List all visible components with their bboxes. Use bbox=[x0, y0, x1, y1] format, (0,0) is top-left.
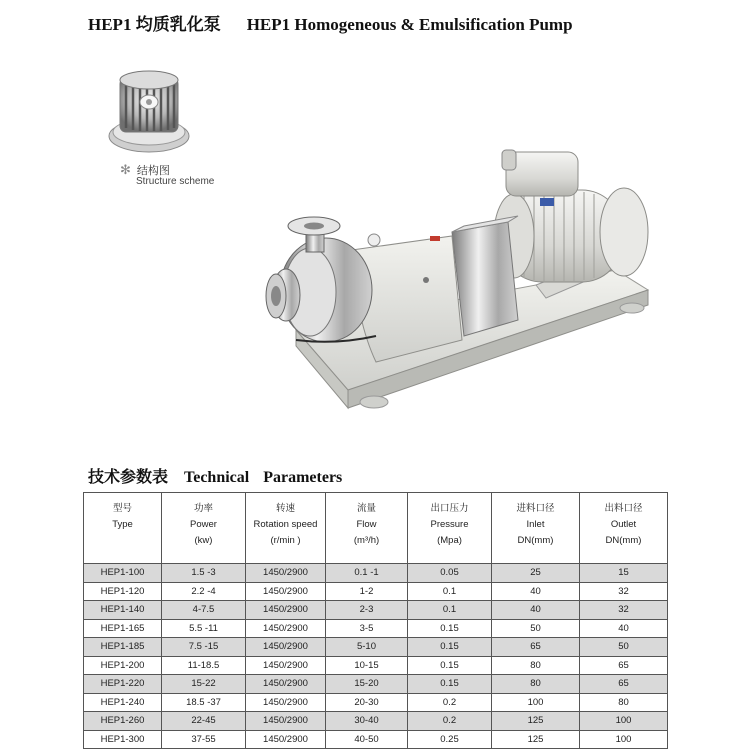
table-cell: 0.25 bbox=[408, 730, 492, 749]
header-en: Type bbox=[112, 519, 133, 530]
header-unit: (kw) bbox=[194, 535, 213, 546]
table-cell: 0.2 bbox=[408, 712, 492, 731]
table-cell: 0.2 bbox=[408, 693, 492, 712]
table-cell: 5.5 -11 bbox=[162, 619, 246, 638]
table-cell: 2-3 bbox=[326, 601, 408, 620]
structure-label-zh: ✻ 结构图 bbox=[120, 162, 170, 177]
header-en: Rotation speed bbox=[253, 519, 318, 530]
header-en: Flow bbox=[356, 519, 377, 530]
table-row bbox=[84, 564, 668, 583]
table-cell: 1.5 -3 bbox=[162, 564, 246, 583]
params-title-zh: 技术参数表 bbox=[88, 469, 169, 486]
table-cell: 5-10 bbox=[326, 638, 408, 657]
header-zh: 流量 bbox=[356, 503, 376, 514]
page-title bbox=[88, 10, 573, 35]
table-cell: HEP1-240 bbox=[84, 693, 162, 712]
table-cell: 0.15 bbox=[408, 675, 492, 694]
params-table bbox=[83, 492, 668, 749]
table-cell: 30-40 bbox=[326, 712, 408, 731]
table-cell: HEP1-120 bbox=[84, 582, 162, 601]
table-cell: 125 bbox=[492, 730, 580, 749]
table-header bbox=[84, 493, 668, 564]
table-cell: HEP1-100 bbox=[84, 564, 162, 583]
table-cell: 1450/2900 bbox=[246, 693, 326, 712]
table-cell: 37-55 bbox=[162, 730, 246, 749]
table-cell: 0.15 bbox=[408, 656, 492, 675]
table-cell: 32 bbox=[580, 601, 668, 620]
header-cell bbox=[162, 493, 246, 564]
title-zh: HEP1 均质乳化泵 bbox=[88, 15, 221, 34]
header-cell bbox=[84, 493, 162, 564]
table-cell: 3-5 bbox=[326, 619, 408, 638]
table-row bbox=[84, 730, 668, 749]
table-cell: 100 bbox=[492, 693, 580, 712]
table-row bbox=[84, 712, 668, 731]
table-row bbox=[84, 582, 668, 601]
table-cell: 32 bbox=[580, 582, 668, 601]
header-cell bbox=[246, 493, 326, 564]
table-row bbox=[84, 693, 668, 712]
header-unit bbox=[84, 533, 161, 549]
table-cell: 15 bbox=[580, 564, 668, 583]
table-cell: 40-50 bbox=[326, 730, 408, 749]
table-cell: HEP1-140 bbox=[84, 601, 162, 620]
table-cell: 0.05 bbox=[408, 564, 492, 583]
structure-label-en: Structure scheme bbox=[136, 176, 215, 187]
table-cell: 25 bbox=[492, 564, 580, 583]
table-cell: 1450/2900 bbox=[246, 730, 326, 749]
table-cell: 0.1 -1 bbox=[326, 564, 408, 583]
table-row bbox=[84, 638, 668, 657]
header-cell bbox=[580, 493, 668, 564]
table-cell: 1450/2900 bbox=[246, 582, 326, 601]
table-cell: 22-45 bbox=[162, 712, 246, 731]
table-cell: 18.5 -37 bbox=[162, 693, 246, 712]
header-cell bbox=[492, 493, 580, 564]
params-title-en-2: Parameters bbox=[263, 469, 343, 486]
table-row bbox=[84, 601, 668, 620]
header-unit: (m³/h) bbox=[353, 535, 380, 546]
table-cell: 15-20 bbox=[326, 675, 408, 694]
table-cell: 1450/2900 bbox=[246, 601, 326, 620]
header-en: Pressure bbox=[430, 519, 469, 530]
pump-image bbox=[256, 140, 656, 420]
table-cell: 2.2 -4 bbox=[162, 582, 246, 601]
table-row bbox=[84, 675, 668, 694]
table-cell: 0.15 bbox=[408, 638, 492, 657]
header-zh: 型号 bbox=[112, 503, 132, 514]
table-cell: 0.1 bbox=[408, 582, 492, 601]
table-cell: HEP1-200 bbox=[84, 656, 162, 675]
table-cell: 20-30 bbox=[326, 693, 408, 712]
header-zh: 出口压力 bbox=[430, 503, 469, 514]
table-cell: 1450/2900 bbox=[246, 619, 326, 638]
table-cell: 7.5 -15 bbox=[162, 638, 246, 657]
table-cell: 80 bbox=[492, 675, 580, 694]
table-cell: HEP1-165 bbox=[84, 619, 162, 638]
table-cell: HEP1-220 bbox=[84, 675, 162, 694]
table-cell: 1450/2900 bbox=[246, 712, 326, 731]
header-zh: 转速 bbox=[275, 503, 295, 514]
header-en: Outlet bbox=[610, 519, 637, 530]
table-cell: 80 bbox=[492, 656, 580, 675]
table-cell: 65 bbox=[492, 638, 580, 657]
table-cell: 100 bbox=[580, 712, 668, 731]
table-cell: 100 bbox=[580, 730, 668, 749]
header-unit: DN(mm) bbox=[605, 535, 642, 546]
table-cell: 1450/2900 bbox=[246, 675, 326, 694]
table-row bbox=[84, 656, 668, 675]
header-row bbox=[84, 493, 668, 564]
table-cell: 50 bbox=[492, 619, 580, 638]
table-cell: 11-18.5 bbox=[162, 656, 246, 675]
table-cell: 0.15 bbox=[408, 619, 492, 638]
params-title-en-1: Technical bbox=[184, 469, 250, 486]
params-title bbox=[88, 464, 342, 487]
table-cell: 10-15 bbox=[326, 656, 408, 675]
table-cell: 80 bbox=[580, 693, 668, 712]
table-cell: 65 bbox=[580, 656, 668, 675]
header-cell bbox=[326, 493, 408, 564]
table-cell: 50 bbox=[580, 638, 668, 657]
header-en: Power bbox=[190, 519, 217, 530]
table-cell: 4-7.5 bbox=[162, 601, 246, 620]
rotor-stator-image bbox=[106, 64, 192, 156]
table-cell: 40 bbox=[492, 582, 580, 601]
table-cell: 0.1 bbox=[408, 601, 492, 620]
header-cell bbox=[408, 493, 492, 564]
table-row bbox=[84, 619, 668, 638]
header-en: Inlet bbox=[526, 519, 545, 530]
header-zh: 进料口径 bbox=[516, 503, 555, 514]
header-unit: DN(mm) bbox=[517, 535, 554, 546]
table-cell: 1450/2900 bbox=[246, 638, 326, 657]
asterisk-icon: ✻ bbox=[120, 162, 131, 177]
table-cell: HEP1-300 bbox=[84, 730, 162, 749]
table-cell: 125 bbox=[492, 712, 580, 731]
table-cell: 1450/2900 bbox=[246, 564, 326, 583]
table-cell: 15-22 bbox=[162, 675, 246, 694]
table-cell: HEP1-185 bbox=[84, 638, 162, 657]
title-en: HEP1 Homogeneous & Emulsification Pump bbox=[246, 15, 573, 34]
header-unit: (Mpa) bbox=[437, 535, 462, 546]
table-cell: HEP1-260 bbox=[84, 712, 162, 731]
table-cell: 65 bbox=[580, 675, 668, 694]
table-cell: 40 bbox=[492, 601, 580, 620]
header-unit: (r/min ) bbox=[270, 535, 301, 546]
table-cell: 1-2 bbox=[326, 582, 408, 601]
table-cell: 40 bbox=[580, 619, 668, 638]
header-zh: 功率 bbox=[193, 503, 213, 514]
header-zh: 出料口径 bbox=[604, 503, 643, 514]
table-body bbox=[84, 564, 668, 749]
table-cell: 1450/2900 bbox=[246, 656, 326, 675]
